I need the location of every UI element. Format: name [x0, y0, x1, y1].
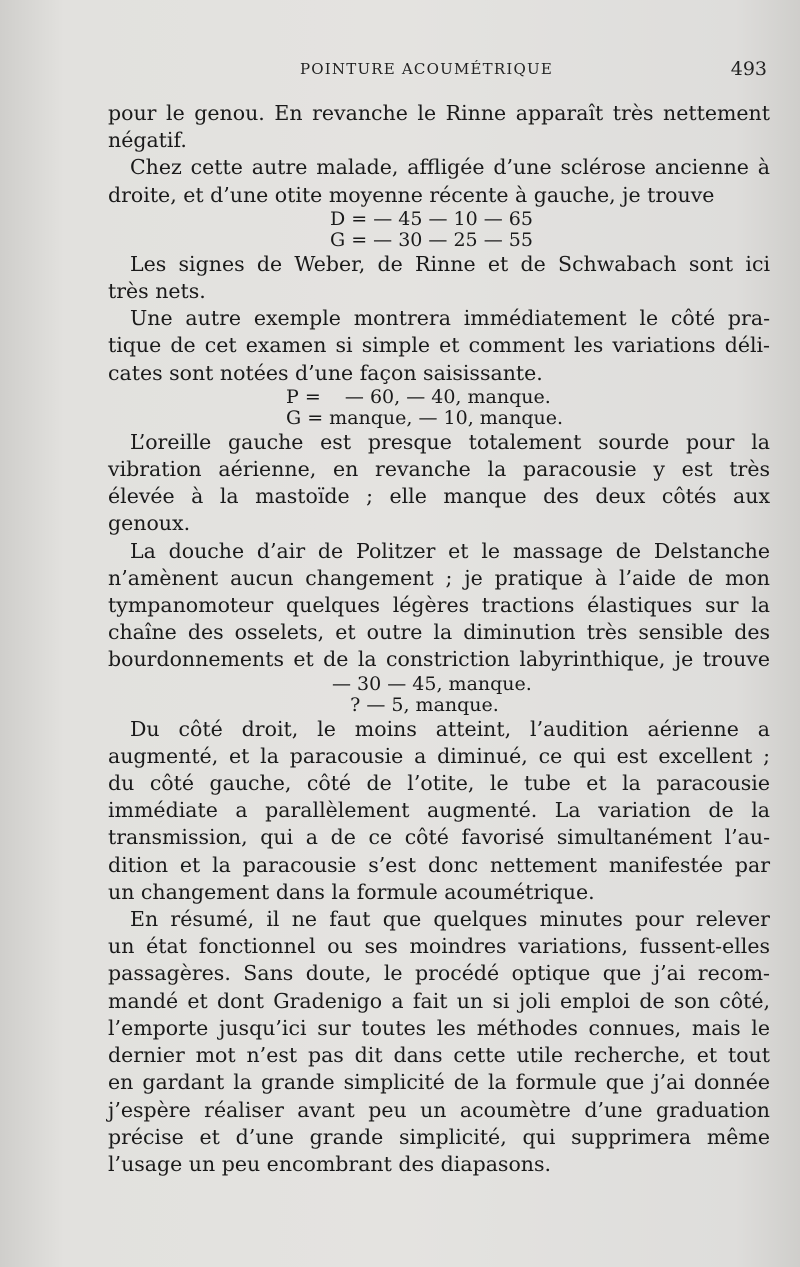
text-line: n’amènent aucun changement ; je pratique à l’aide de mon	[108, 565, 770, 590]
text-line: bourdonnements et de la constriction labyrinthique, je trouve	[108, 647, 770, 672]
text-line: Du côté droit, le moins atteint, l’audition aérienne a	[130, 716, 770, 741]
text-line: La douche d’air de Politzer et le massage de Delstanche	[130, 538, 770, 563]
formula-line-left: ? — 5, manque.	[332, 693, 499, 716]
text-line: genoux.	[108, 511, 191, 536]
running-title: POINTURE ACOUMÉTRIQUE	[300, 60, 553, 78]
text-line: chaîne des osselets, et outre la diminution très sensible des	[108, 620, 770, 645]
paragraph-5	[108, 429, 770, 538]
text-line: j’espère réaliser avant peu un acoumètre d’une graduation	[108, 1097, 770, 1122]
formula-2	[108, 387, 770, 429]
text-line: mandé et dont Gradenigo a fait un si joli emploi de son côté,	[108, 988, 770, 1013]
page-header	[0, 58, 800, 86]
text-line: Chez cette autre malade, affligée d’une sclérose ancienne à	[130, 155, 770, 180]
paragraph-1	[108, 100, 770, 154]
formula-3	[108, 674, 770, 716]
formula-line-right: — 30 — 45, manque.	[332, 672, 532, 695]
body-text	[108, 100, 770, 1178]
paragraph-7	[108, 716, 770, 906]
text-line: dition et la paracousie s’est donc nettement manifestée par	[108, 852, 770, 877]
text-line: L’oreille gauche est presque totalement sourde pour la	[130, 429, 770, 454]
text-line: Les signes de Weber, de Rinne et de Schwabach sont ici	[130, 251, 770, 276]
text-line: un état fonctionnel ou ses moindres variations, fussent-elles	[108, 934, 770, 959]
text-line: tique de cet examen si simple et comment les variations déli-	[108, 333, 770, 358]
text-line: augmenté, et la paracousie a diminué, ce qui est excellent ;	[108, 743, 770, 768]
text-line: En résumé, il ne faut que quelques minutes pour relever	[130, 907, 770, 932]
text-line: en gardant la grande simplicité de la formule que j’ai donnée	[108, 1070, 770, 1095]
text-line: Une autre exemple montrera immédiatement le côté pra-	[130, 306, 770, 331]
paragraph-8	[108, 906, 770, 1178]
text-line: passagères. Sans doute, le procédé optique que j’ai recom-	[108, 961, 770, 986]
text-line: dernier mot n’est pas dit dans cette utile recherche, et tout	[108, 1043, 770, 1068]
page-number: 493	[730, 58, 767, 80]
text-line: élevée à la mastoïde ; elle manque des deux côtés aux	[108, 484, 770, 509]
formula-line-d: D = — 45 — 10 — 65	[330, 207, 533, 230]
paragraph-3	[108, 251, 770, 305]
formula-line-p: P = — 60, — 40, manque.	[286, 385, 551, 408]
text-line: du côté gauche, côté de l’otite, le tube et la paracousie	[108, 771, 770, 796]
text-line: droite, et d’une otite moyenne récente à gauche, je trouve	[108, 182, 715, 207]
text-line: immédiate a parallèlement augmenté. La variation de la	[108, 798, 770, 823]
text-line: transmission, qui a de ce côté favorisé simultanément l’au-	[108, 825, 770, 850]
text-line: très nets.	[108, 279, 206, 304]
paragraph-6	[108, 538, 770, 674]
paragraph-2	[108, 154, 770, 208]
paragraph-4	[108, 305, 770, 387]
formula-1	[108, 209, 770, 251]
formula-line-g: G = manque, — 10, manque.	[286, 406, 564, 429]
text-line: l’usage un peu encombrant des diapasons.	[108, 1151, 552, 1176]
text-line: précise et d’une grande simplicité, qui supprimera même	[108, 1124, 770, 1149]
text-line: l’emporte jusqu’ici sur toutes les méthodes connues, mais le	[108, 1015, 770, 1040]
text-line: tympanomoteur quelques légères tractions élastiques sur la	[108, 593, 770, 618]
formula-line-g: G = — 30 — 25 — 55	[330, 228, 533, 251]
text-line: cates sont notées d’une façon saisissante.	[108, 360, 543, 385]
text-line: vibration aérienne, en revanche la paracousie y est très	[108, 457, 770, 482]
text-line: négatif.	[108, 128, 187, 153]
text-line: pour le genou. En revanche le Rinne apparaît très nettement	[108, 101, 770, 125]
text-line: un changement dans la formule acoumétrique.	[108, 879, 595, 904]
